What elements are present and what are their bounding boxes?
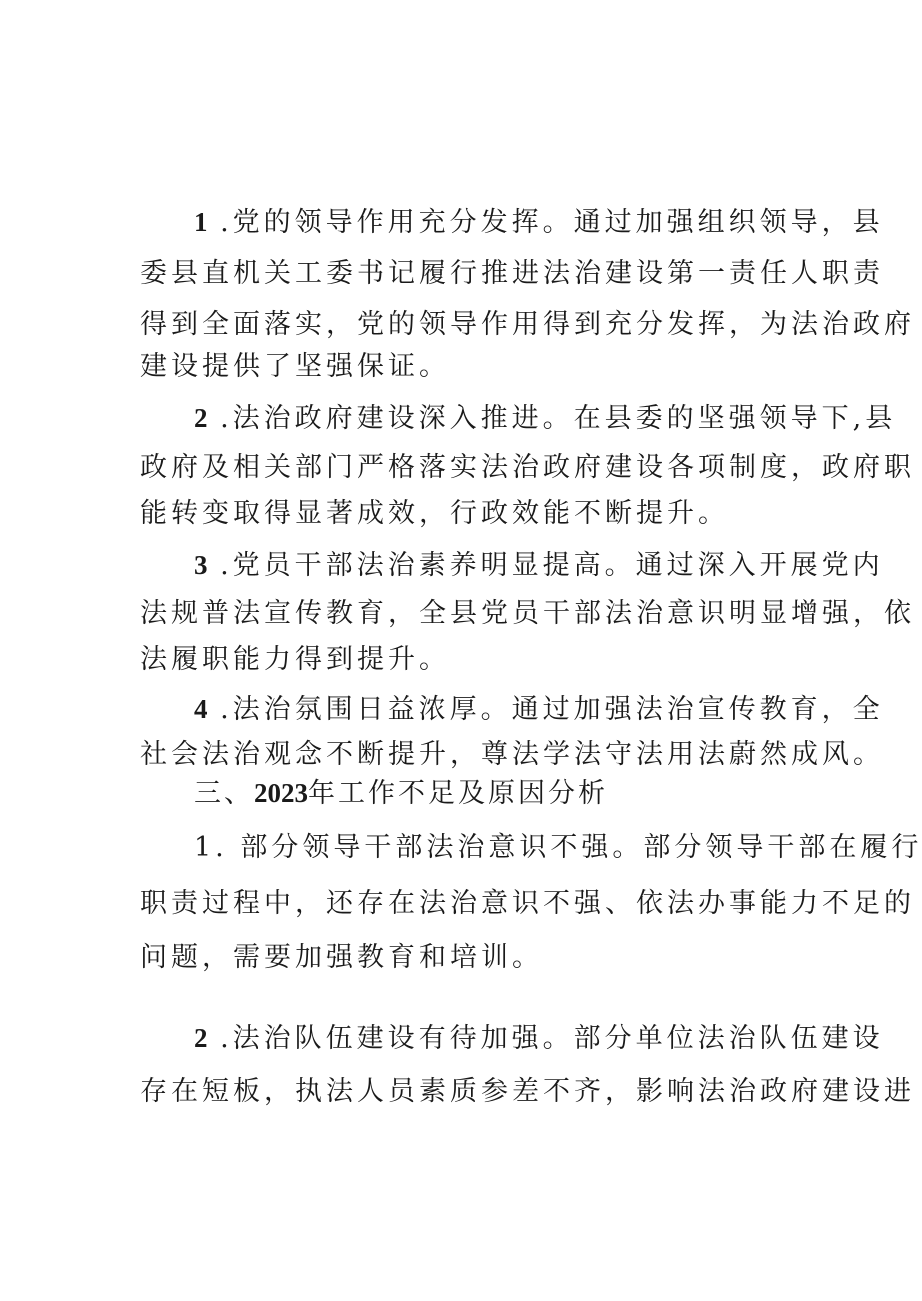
problem1-line-1: 1. 部分领导干部法治意识不强。部分领导干部在履行 xyxy=(194,832,922,863)
section-heading-year: 2023 xyxy=(254,778,308,808)
item2-line-1 xyxy=(140,398,897,439)
item3-line-3: 法履职能力得到提升。 xyxy=(140,644,450,675)
problem2-number: 2 xyxy=(194,1023,208,1053)
item2-line-2: 政府及相关部门严格落实法治政府建设各项制度，政府职 xyxy=(140,452,915,483)
item3-number: 3 xyxy=(194,550,208,580)
item4-number: 4 xyxy=(194,694,208,724)
problem1-line-3: 问题，需要加强教育和培训。 xyxy=(140,942,543,973)
item1-line-3: 得到全面落实，党的领导作用得到充分发挥，为法治政府 xyxy=(140,309,915,340)
section-heading xyxy=(194,773,608,814)
problem2-line-2: 存在短板，执法人员素质参差不齐，影响法治政府建设进 xyxy=(140,1076,915,1107)
item1-line-4: 建设提供了坚强保证。 xyxy=(140,351,450,382)
problem2-line-1 xyxy=(140,1018,884,1059)
item3-text-1: .党员干部法治素养明显提高。通过深入开展党内 xyxy=(207,550,884,581)
item1-line-1 xyxy=(140,202,884,243)
item3-line-2: 法规普法宣传教育，全县党员干部法治意识明显增强，依 xyxy=(140,598,915,629)
item2-text-1: .法治政府建设深入推进。在县委的坚强领导下,县 xyxy=(207,403,897,434)
item1-text-1: .党的领导作用充分发挥。通过加强组织领导，县 xyxy=(207,207,884,238)
problem2-text-1: .法治队伍建设有待加强。部分单位法治队伍建设 xyxy=(207,1023,884,1054)
item3-line-1 xyxy=(140,545,884,586)
item2-number: 2 xyxy=(194,403,208,433)
item1-line-2: 委县直机关工委书记履行推进法治建设第一责任人职责 xyxy=(140,258,884,289)
section-heading-suffix: 年工作不足及原因分析 xyxy=(308,778,608,809)
section-heading-prefix: 三、 xyxy=(194,778,254,809)
problem1-line-2: 职责过程中，还存在法治意识不强、依法办事能力不足的 xyxy=(140,888,915,919)
item4-text-1: .法治氛围日益浓厚。通过加强法治宣传教育，全 xyxy=(207,694,884,725)
item1-number: 1 xyxy=(194,207,208,237)
item4-line-2: 社会法治观念不断提升，尊法学法守法用法蔚然成风。 xyxy=(140,739,884,770)
item2-line-3: 能转变取得显著成效，行政效能不断提升。 xyxy=(140,498,729,529)
item4-line-1 xyxy=(140,689,884,730)
